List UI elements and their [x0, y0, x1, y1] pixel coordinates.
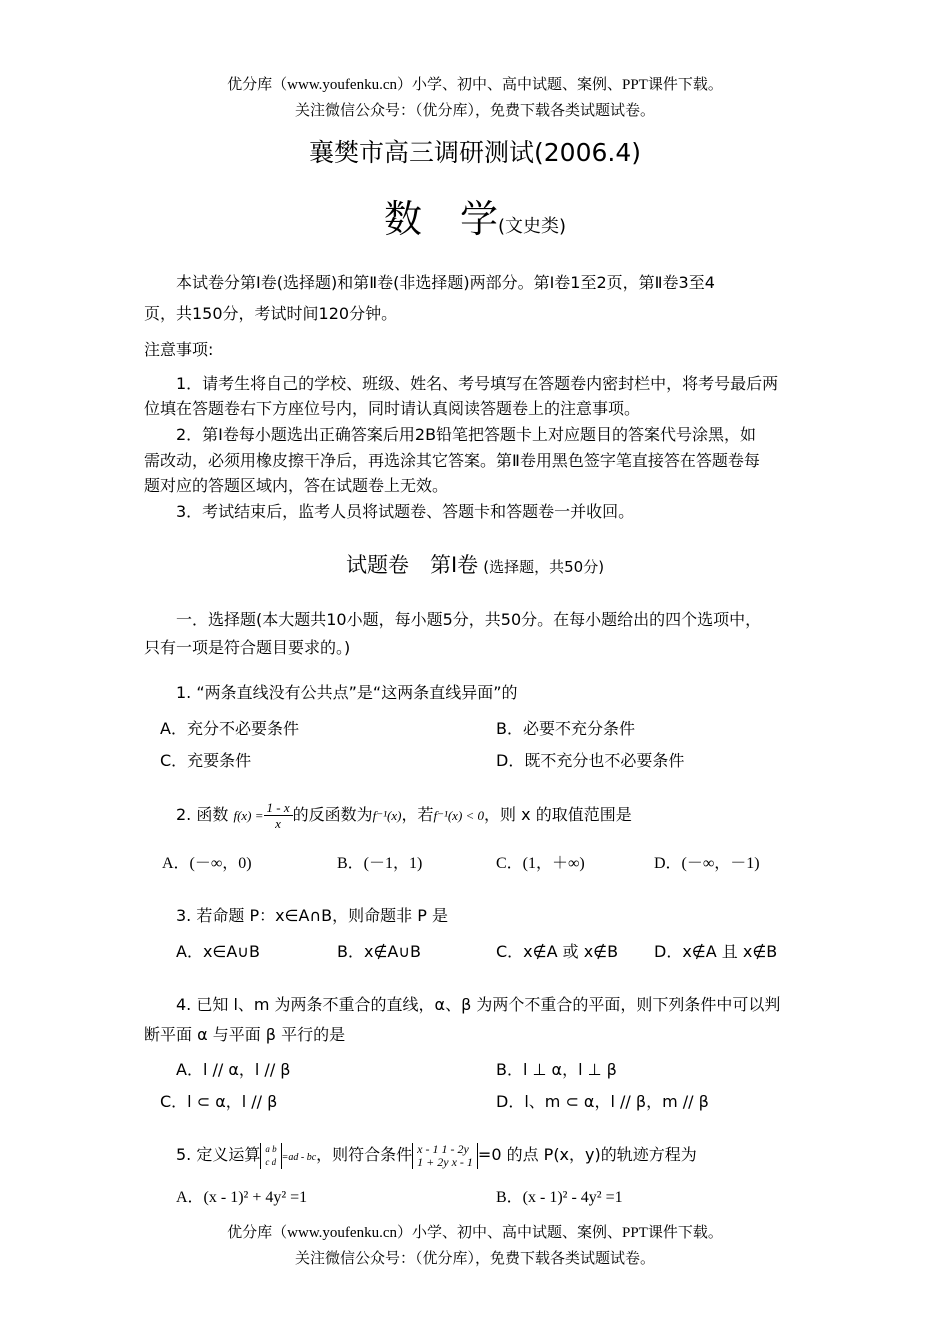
q2-option-d: D．(－∞，－1) [654, 855, 760, 872]
q5-lead: 5. 定义运算 [176, 1145, 261, 1164]
q3-option-c: C．x∉A 或 x∉B [496, 942, 619, 961]
q2-stem [176, 795, 632, 836]
footer-line-1: 优分库（www.youfenku.cn）小学、初中、高中试题、案例、PPT课件下载。 [227, 1225, 723, 1241]
q4-line-2: 断平面 α 与平面 β 平行的是 [144, 1025, 346, 1044]
q2-mid: 的反函数为 [292, 805, 373, 824]
q5-det1-row2: c d [265, 1156, 277, 1167]
q4-option-b: B．l ⊥ α，l ⊥ β [496, 1060, 617, 1079]
part1-line-1: 一．选择题(本大题共10小题，每小题5分，共50分。在每小题给出的四个选项中， [176, 610, 762, 629]
q3-option-d: D．x∉A 且 x∉B [654, 942, 778, 961]
q2-fraction-numerator: 1 - x [264, 800, 293, 816]
header-line-2: 关注微信公众号：（优分库），免费下载各类试题试卷。 [294, 103, 655, 119]
section-title-main: 试题卷 第Ⅰ卷 [345, 553, 479, 577]
q5-det1-row1: a b [265, 1143, 277, 1154]
q5-stem [176, 1137, 697, 1176]
q5-definition: =ad - bc [281, 1152, 317, 1163]
q4-line-1: 4. 已知 l、m 为两条不重合的直线，α、β 为两个不重合的平面，则下列条件中可以判 [176, 995, 781, 1014]
notice-2-line-2: 需改动，必须用橡皮擦干净后，再选涂其它答案。第Ⅱ卷用黑色签字笔直接答在答题卷每 [144, 451, 760, 470]
q4-option-d: D．l、m ⊂ α，l // β，m // β [496, 1092, 709, 1111]
q2-lead: 2. 函数 [176, 805, 229, 824]
exam-title: 襄樊市高三调研测试(2006.4) [309, 138, 641, 167]
notice-title: 注意事项: [144, 340, 214, 359]
q1-option-a: A．充分不必要条件 [160, 719, 299, 738]
q3-option-b: B．x∉A∪B [337, 942, 422, 961]
notice-2-line-1: 2．第Ⅰ卷每小题选出正确答案后用2B铅笔把答题卡上对应题目的答案代号涂黑，如 [176, 425, 757, 444]
q5-option-a: A．(x - 1)² + 4y² =1 [176, 1189, 308, 1206]
subject-heading [0, 188, 950, 243]
subject-main: 数 学 [383, 197, 498, 241]
q2-option-b: B．(－1，1) [337, 855, 423, 872]
q2-mid2: ，若 [401, 805, 434, 824]
q5-option-b: B．(x - 1)² - 4y² =1 [496, 1189, 623, 1206]
q3-option-a: A．x∈A∪B [176, 942, 260, 961]
header-line-1: 优分库（www.youfenku.cn）小学、初中、高中试题、案例、PPT课件下载。 [227, 77, 723, 93]
q4-option-a: A．l // α，l // β [176, 1060, 291, 1079]
q5-det2-row1: x - 1 1 - 2y [417, 1141, 469, 1156]
q5-tail: =0 的点 P(x，y)的轨迹方程为 [477, 1145, 697, 1164]
q1-option-d: D．既不充分也不必要条件 [496, 751, 685, 770]
q1-option-b: B．必要不充分条件 [496, 719, 635, 738]
section-title [0, 549, 950, 579]
q2-option-c: C．(1，＋∞) [496, 855, 585, 872]
q2-option-a: A．(－∞，0) [162, 855, 252, 872]
notice-1-line-2: 位填在答题卷右下方座位号内，同时请认真阅读答题卷上的注意事项。 [144, 399, 641, 418]
q5-det2-row2: 1 + 2y x - 1 [417, 1154, 473, 1169]
section-title-sub: (选择题，共50分) [483, 558, 605, 576]
footer-line-2: 关注微信公众号：（优分库），免费下载各类试题试卷。 [294, 1251, 655, 1267]
intro-line-2: 页，共150分，考试时间120分钟。 [144, 304, 398, 323]
q2-condition: f⁻¹(x) < 0 [433, 808, 485, 823]
part1-line-2: 只有一项是符合题目要求的。) [144, 638, 351, 657]
q5-mid: ，则符合条件 [316, 1145, 413, 1164]
subject-sub: (文史类) [497, 216, 567, 237]
q2-fraction-denominator: x [275, 816, 281, 831]
intro-line-1: 本试卷分第Ⅰ卷(选择题)和第Ⅱ卷(非选择题)两部分。第Ⅰ卷1至2页，第Ⅱ卷3至4 [176, 273, 715, 292]
q1-stem: 1. “两条直线没有公共点”是“这两条直线异面”的 [176, 683, 518, 702]
q1-option-c: C．充要条件 [160, 751, 252, 770]
q2-fx: f(x) = [233, 808, 264, 823]
notice-2-line-3: 题对应的答题区域内，答在试题卷上无效。 [144, 476, 449, 495]
notice-3-line-1: 3．考试结束后，监考人员将试题卷、答题卡和答题卷一并收回。 [176, 502, 635, 521]
q5-determinant-condition [412, 1143, 478, 1169]
q2-inverse: f⁻¹(x) [372, 808, 402, 823]
q2-tail: ，则 x 的取值范围是 [484, 805, 632, 824]
q5-determinant-definition [260, 1143, 281, 1169]
notice-1-line-1: 1．请考生将自己的学校、班级、姓名、考号填写在答题卷内密封栏中，将考号最后两 [176, 374, 779, 393]
q4-option-c: C．l ⊂ α，l // β [160, 1092, 278, 1111]
q3-stem: 3. 若命题 P：x∈A∩B，则命题非 P 是 [176, 906, 448, 925]
q2-fraction [264, 800, 293, 831]
